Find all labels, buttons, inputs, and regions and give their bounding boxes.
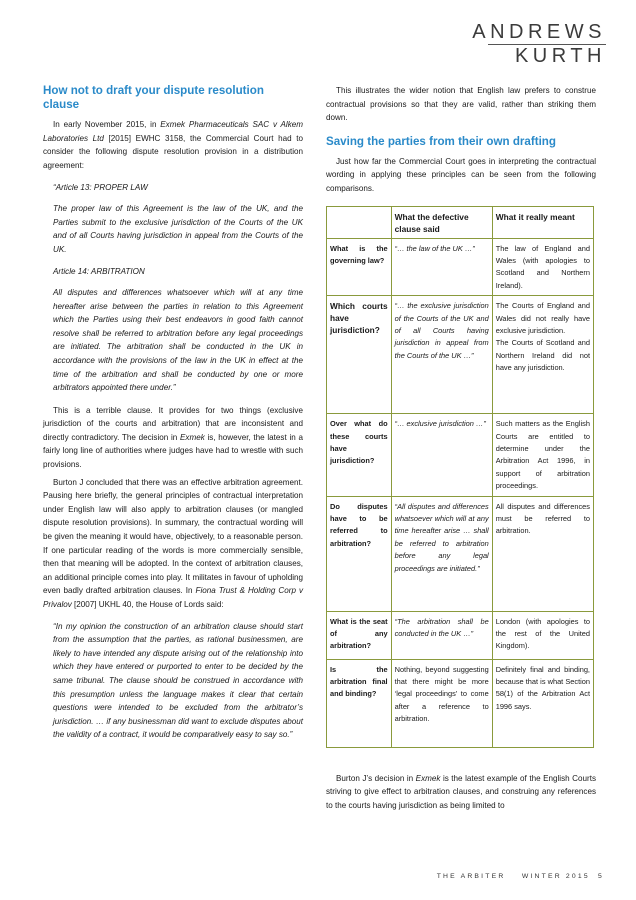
right-column [326,84,596,816]
said-cell: “… the exclusive jurisdiction of the Courts of the UK and of all Courts having jurisdiction in appeal from the Courts of the UK …” [391,296,492,414]
comparison-table [326,206,594,748]
table-row [327,414,594,496]
terrible-clause-paragraph: This is a terrible clause. It provides for two things (exclusive jurisdiction of the courts and arbitration) that are inconsistent and directly contradictory. The decision in Exmek is, however, the latest in a fairly long line of authorities where judges have had to wrestle with such provisions. [43,405,303,470]
question-cell: What is the seat of any arbitration? [327,611,392,659]
table-header-said: What the defective clause said [391,206,492,238]
meant-cell: The Courts of England and Wales did not really have exclusive jurisdiction. The Courts of Scotland and Northern Ireland did not have any jurisdiction. [492,296,593,414]
article-14-body: All disputes and differences whatsoever which will at any time hereafter arise between the parties in relation to this Agreement which the Parties using their best endeavors in good faith cannot resolve shall be referred to arbitration before any legal proceedings are initiated. The arbitration shall be conducted in the UK in accordance with the provisions of the law in the UK in effect at the time of the arbitration and shall be conducted by one or more arbitrators appointed there under.” [53,287,303,393]
footer-issue: WINTER 2015 [521,873,590,880]
right-heading: Saving the parties from their own drafting [326,134,556,148]
andrews-kurth-logo [472,22,606,66]
table-row [327,238,594,296]
burton-paragraph: Burton J concluded that there was an effective arbitration agreement. Pausing here briefly, the general principles of contractual interpretation under English law will also apply to arbitration clauses (or mangled dispute resolution provisions). In summary, the contractual wording will be given the meaning it would have, objectively, to a reasonable person. If one particular reading of the words is more commercially sensible, then that meaning will be adopted. In the context of arbitration clauses, an additional principle comes into play. It militates in favour of upholding even badly drafted arbitration clauses. In Fiona Trust & Holding Corp v Privalov [2007] UKHL 40, the House of Lords said: [43,477,303,609]
meant-cell: London (with apologies to the rest of the United Kingdom). [492,611,593,659]
logo-line-2: KURTH [514,45,606,67]
said-cell: Nothing, beyond suggesting that there might be more ‘legal proceedings’ to come after a reference to arbitration. [391,659,492,747]
case-name: Exmek Pharmaceuticals SAC v Alkem Laboratories Ltd [43,120,303,143]
page-number: 5 [598,873,604,880]
table-row [327,659,594,747]
wider-notion-paragraph: This illustrates the wider notion that English law prefers to construe contractual provisions so that they are valid, rather than striking them down. [326,86,596,123]
table-header-row [327,206,594,238]
said-cell: “… exclusive jurisdiction …” [391,414,492,496]
said-cell: “The arbitration shall be conducted in the UK …” [391,611,492,659]
question-cell: Is the arbitration final and binding? [327,659,392,747]
question-cell: Which courts have jurisdiction? [327,296,392,414]
said-cell: “… the law of the UK …” [391,238,492,296]
meant-cell: The law of England and Wales (with apologies to Scotland and Northern Ireland). [492,238,593,296]
article-13-body: The proper law of this Agreement is the law of the UK, and the Parties submit to the exclusive jurisdiction of the Courts of the UK and of all Courts having jurisdiction in appeal from the Courts of the UK. [53,203,303,254]
intro-paragraph: In early November 2015, in Exmek Pharmaceuticals SAC v Alkem Laboratories Ltd [2015] EWHC 3158, the Commercial Court had to consider the following dispute resolution provision in a distribution agreement: [43,120,303,170]
question-cell: Over what do these courts have jurisdiction? [327,414,392,496]
closing-paragraph: Burton J’s decision in Exmek is the latest example of the English Courts striving to give effect to arbitration clauses, and construing any references to the courts having jurisdiction as being limited to [326,773,596,810]
comparisons-intro: Just how far the Commercial Court goes in interpreting the contractual wording in applying these principles can be seen from the following comparisons. [326,156,596,193]
meant-cell: All disputes and differences must be referred to arbitration. [492,496,593,611]
table-row [327,296,594,414]
article-13-title: “Article 13: PROPER LAW [53,183,148,193]
meant-cell: Definitely final and binding, because that is what Section 58(1) of the Arbitration Act 1996 says. [492,659,593,747]
question-cell: What is the governing law? [327,238,392,296]
left-heading: How not to draft your dispute resolution clause [43,84,264,111]
question-cell: Do disputes have to be referred to arbitration? [327,496,392,611]
table-row [327,611,594,659]
article-14-title: Article 14: ARBITRATION [53,267,145,277]
meant-cell: Such matters as the English Courts are entitled to determine under the Arbitration Act 1996, in support of arbitration proceedings. [492,414,593,496]
fiona-trust-quote: “In my opinion the construction of an arbitration clause should start from the assumption that the parties, as rational businessmen, are likely to have intended any dispute arising out of the relationship into which they have entered or purported to enter to be decided by the same tribunal. The clause should be construed in accordance with this presumption unless the language makes it clear that certain questions were intended to be excluded from the arbitrator’s jurisdiction. … if any businessman did want to exclude disputes about the validity of a contract, it would be comparatively easy to say so.” [53,621,303,740]
footer-publication: THE ARBITER [436,873,506,880]
page-footer [437,873,604,880]
left-column [43,84,303,749]
table-header-meant: What it really meant [492,206,593,238]
logo-line-1: ANDREWS [472,21,606,43]
said-cell: “All disputes and differences whatsoever which will at any time hereafter arise … shall be referred to arbitration before any legal proceedings are initiated.” [391,496,492,611]
table-row [327,496,594,611]
table-header-empty [327,206,392,238]
